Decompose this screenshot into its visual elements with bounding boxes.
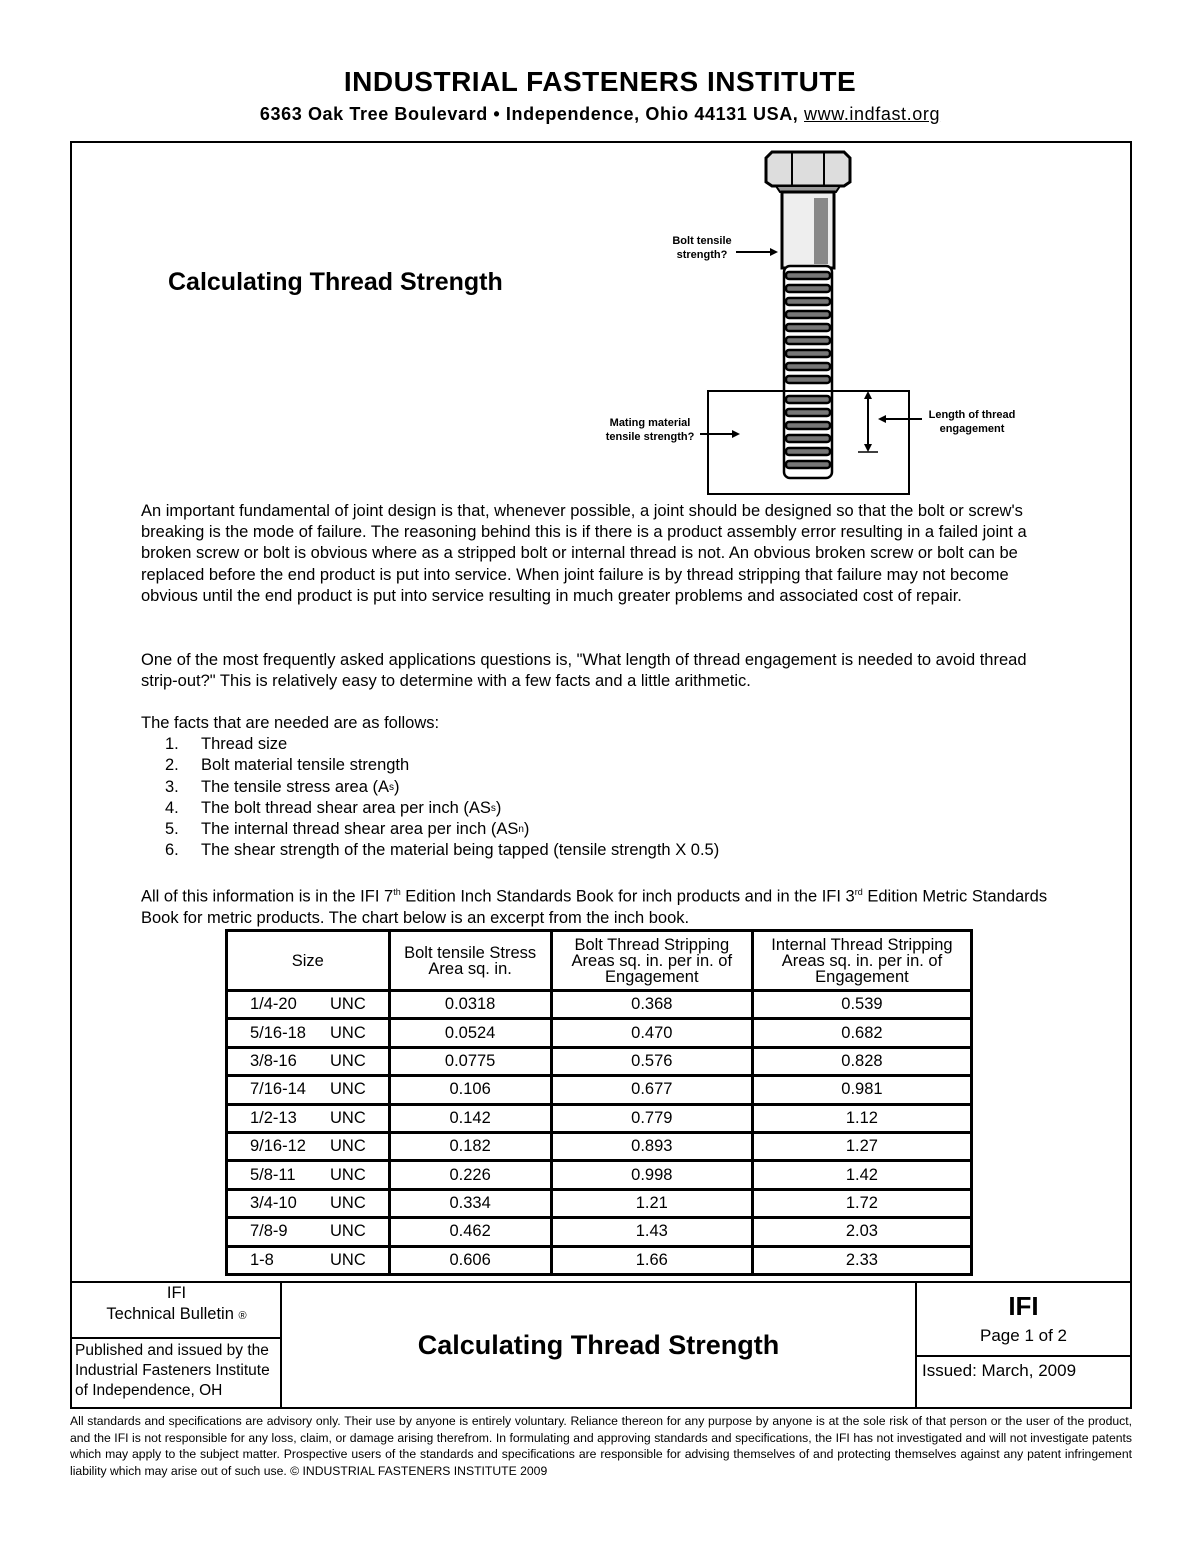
cell-value: 0.182 [389, 1132, 551, 1160]
cell-size: 3/4-10 UNC [227, 1189, 390, 1217]
cell-value: 1.12 [752, 1104, 971, 1132]
footer-title: Calculating Thread Strength [417, 1329, 780, 1360]
cell-size: 1/2-13 UNC [227, 1104, 390, 1132]
question-paragraph: One of the most frequently asked applications questions is, "What length of thread engagement is needed to avoid thread strip-out?" This is relatively easy to determine with a few facts and a little arithmetic. [141, 651, 1027, 691]
cell-value: 0.368 [551, 991, 752, 1019]
ifi-mark: IFI [1008, 1291, 1039, 1321]
org-address [0, 104, 1200, 125]
table-row [227, 1104, 972, 1132]
cell-value: 1.21 [551, 1189, 752, 1217]
cell-value: 0.779 [551, 1104, 752, 1132]
cell-value: 1.43 [551, 1218, 752, 1246]
bulletin-label: IFI Technical Bulletin ® [106, 1284, 247, 1323]
cell-value: 0.142 [389, 1104, 551, 1132]
col-size-header: Size [227, 931, 390, 991]
label-length-2: engagement [939, 423, 1005, 435]
col-stress-area-header: Bolt tensile Stress Area sq. in. [389, 931, 551, 991]
label-bolt-tensile-1: Bolt tensile [672, 235, 732, 247]
disclaimer: All standards and specifications are advisory only. Their use by anyone is entirely voluntary. Reliance thereon for any purpose by anyone is at the sole risk of that person or the user of the product, and the IFI is not responsible for any loss, claim, or damage arising therefrom. In formulating and approving standards and specifications, the IFI has not investigated and will not investigate patents which may apply to the subject matter. Prospective users of the standards and specifications are responsible for advising themselves of and protecting themselves against any patent infringement liability which may arise out of such use. © INDUSTRIAL FASTENERS INSTITUTE 2009 [70, 1414, 1132, 1478]
issued-date: Issued: March, 2009 [917, 1355, 1130, 1407]
source-paragraph: All of this information is in the IFI 7th Edition Inch Standards Book for inch products and in the IFI 3rd Edition Metric Standards Book for metric products. The chart below is an excerpt from the inch book. [141, 887, 1048, 927]
cell-size: 1/4-20 UNC [227, 991, 390, 1019]
table-row [227, 1246, 972, 1274]
table-row [227, 1047, 972, 1075]
cell-value: 0.334 [389, 1189, 551, 1217]
label-mating-1: Mating material [609, 417, 691, 429]
table-row [227, 1019, 972, 1047]
cell-value: 0.539 [752, 991, 971, 1019]
cell-value: 1.27 [752, 1132, 971, 1160]
page-info [917, 1283, 1130, 1355]
table-row [227, 1189, 972, 1217]
label-mating-2: tensile strength? [605, 431, 695, 443]
cell-value: 0.828 [752, 1047, 971, 1075]
cell-value: 2.03 [752, 1218, 971, 1246]
cell-value: 0.0524 [389, 1019, 551, 1047]
cell-value: 0.981 [752, 1076, 971, 1104]
fact-item: 1. Thread size [165, 735, 288, 754]
thread-strength-table [225, 929, 973, 1276]
website-link[interactable]: www.indfast.org [804, 104, 941, 124]
cell-size: 7/8-9 UNC [227, 1218, 390, 1246]
bolt-head-icon [766, 152, 850, 192]
cell-value: 0.106 [389, 1076, 551, 1104]
cell-value: 0.0775 [389, 1047, 551, 1075]
fact-item: 5. The internal thread shear area per inch (AS n ) [165, 820, 530, 839]
cell-size: 7/16-14 UNC [227, 1076, 390, 1104]
cell-size: 5/8-11 UNC [227, 1161, 390, 1189]
table-row [227, 1076, 972, 1104]
fact-item: 6. The shear strength of the material being tapped (tensile strength X 0.5) [165, 841, 720, 860]
cell-size: 5/16-18 UNC [227, 1019, 390, 1047]
cell-value: 1.66 [551, 1246, 752, 1274]
bolt-diagram [596, 148, 1032, 500]
cell-value: 0.682 [752, 1019, 971, 1047]
fact-item: 2. Bolt material tensile strength [165, 756, 410, 775]
page-number: Page 1 of 2 [980, 1326, 1067, 1345]
cell-value: 0.677 [551, 1076, 752, 1104]
intro-paragraph: An important fundamental of joint design is that, whenever possible, a joint should be designed so that the bolt or screw's breaking is the mode of failure. The reasoning behind this is if there is a product assembly error resulting in a failed joint a broken screw or bolt is obvious where as a stripped bolt or internal thread is not. An obvious broken screw or bolt can be replaced before the end product is put into service. When joint failure is by thread stripping that failure may not become obvious until the end product is put into service resulting in much greater problems and associated cost of repair. [141, 502, 1027, 605]
table-row [227, 991, 972, 1019]
cell-value: 1.42 [752, 1161, 971, 1189]
cell-value: 0.0318 [389, 991, 551, 1019]
page-title: Calculating Thread Strength [168, 268, 503, 296]
publisher-info: Published and issued by the Industrial Fasteners Institute of Independence, OH [72, 1337, 281, 1407]
bolt-thread-icon [784, 266, 832, 478]
cell-size: 1-8 UNC [227, 1246, 390, 1274]
cell-size: 3/8-16 UNC [227, 1047, 390, 1075]
cell-value: 1.72 [752, 1189, 971, 1217]
cell-value: 0.998 [551, 1161, 752, 1189]
address-text: 6363 Oak Tree Boulevard • Independence, Ohio 44131 USA, [259, 104, 805, 124]
cell-value: 0.470 [551, 1019, 752, 1047]
bolt-shank-icon [782, 192, 834, 268]
cell-size: 9/16-12 UNC [227, 1132, 390, 1160]
table-row [227, 1132, 972, 1160]
label-bolt-tensile-2: strength? [676, 249, 728, 261]
cell-value: 0.576 [551, 1047, 752, 1075]
cell-value: 0.606 [389, 1246, 551, 1274]
cell-value: 0.226 [389, 1161, 551, 1189]
facts-list [165, 734, 1061, 861]
facts-section [141, 713, 1061, 861]
fact-item: 4. The bolt thread shear area per inch (AS s ) [165, 798, 502, 817]
col-internal-stripping-header: Internal Thread Stripping Areas sq. in. per in. of Engagement [752, 931, 971, 991]
fact-item: 3. The tensile stress area (A s ) [165, 777, 400, 796]
cell-value: 0.462 [389, 1218, 551, 1246]
cell-value: 2.33 [752, 1246, 971, 1274]
table-row [227, 1218, 972, 1246]
label-length-1: Length of thread [928, 409, 1016, 421]
cell-value: 0.893 [551, 1132, 752, 1160]
facts-intro: The facts that are needed are as follows: [141, 714, 440, 732]
col-bolt-stripping-header: Bolt Thread Stripping Areas sq. in. per in. of Engagement [551, 931, 752, 991]
table-row [227, 1161, 972, 1189]
table-header-row [227, 931, 972, 991]
org-name: INDUSTRIAL FASTENERS INSTITUTE [343, 66, 857, 97]
